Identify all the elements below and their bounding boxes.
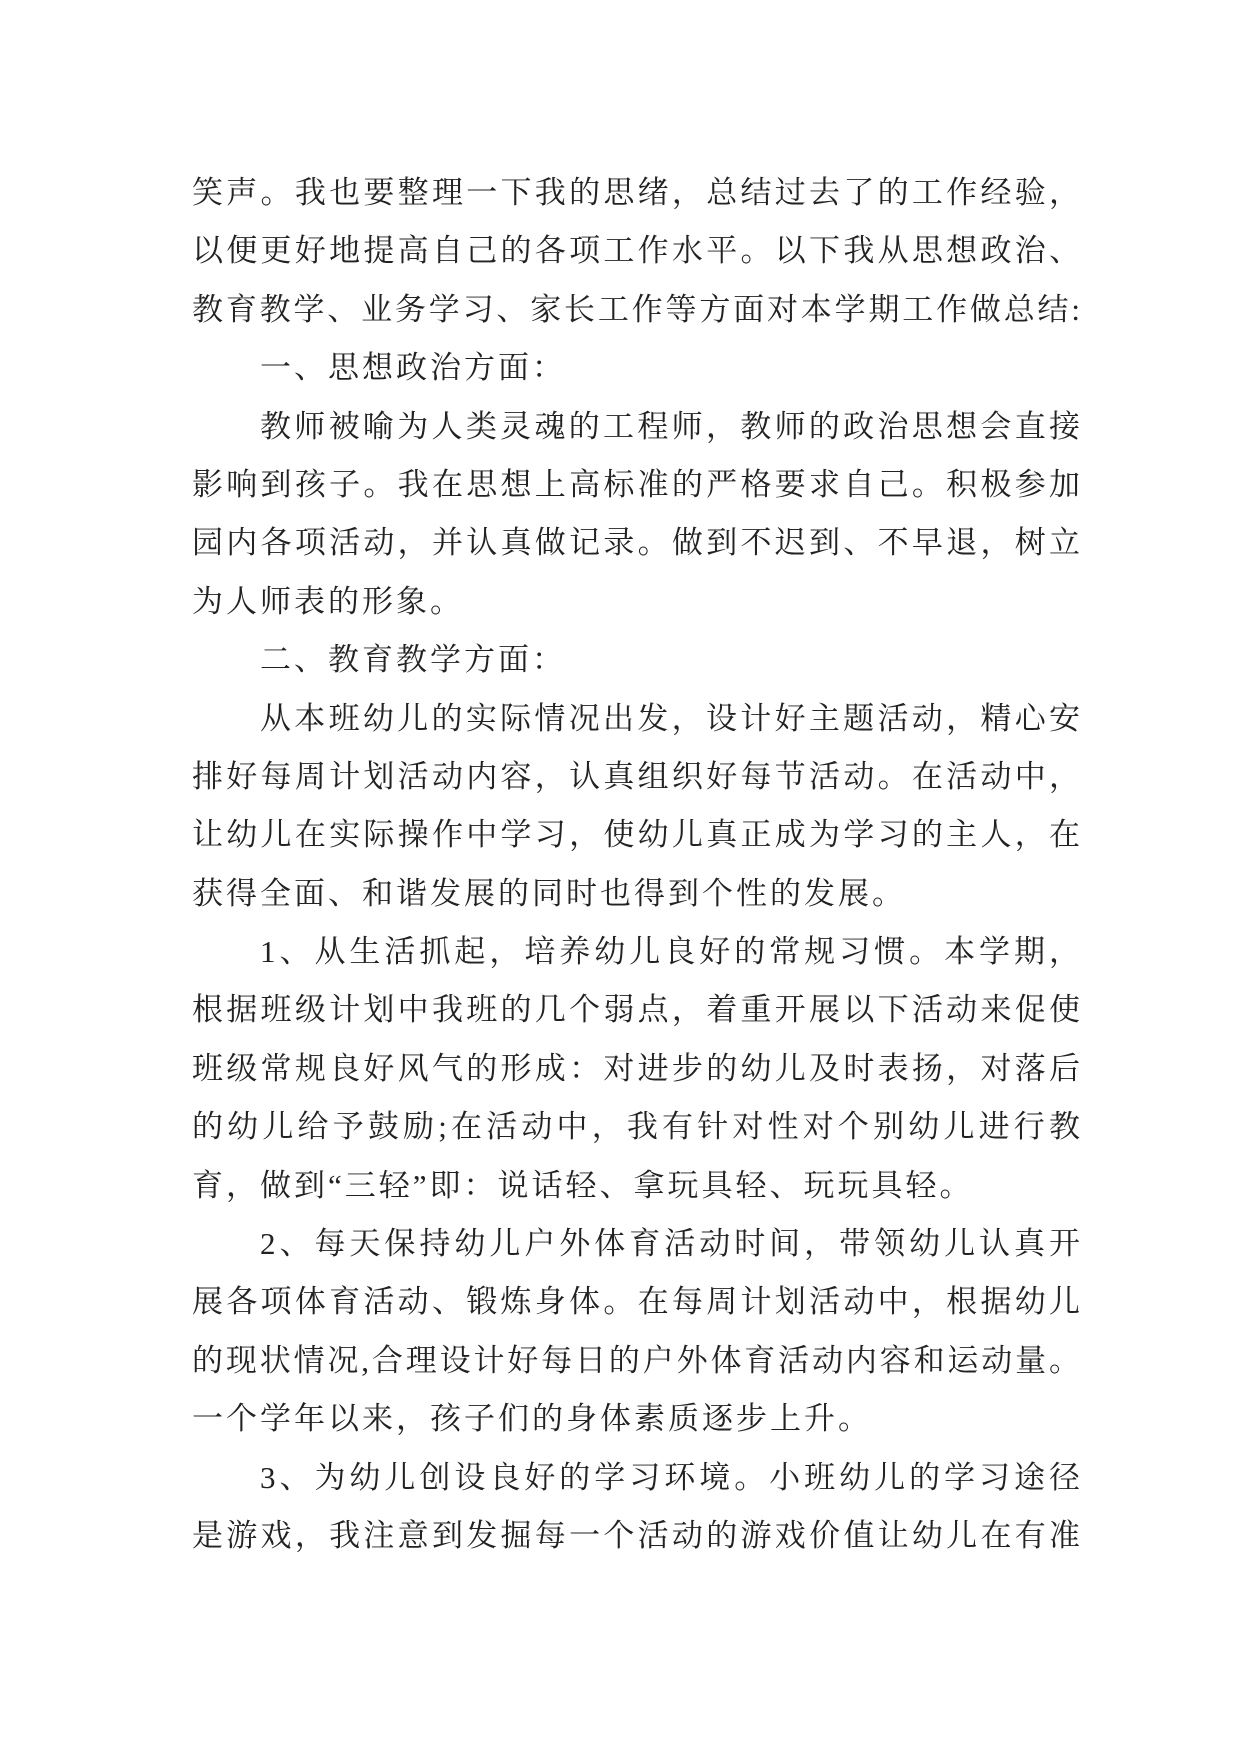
paragraph-item-1	[192, 923, 1080, 1215]
paragraph-political	[192, 398, 1080, 632]
paragraph-line: 教师被喻为人类灵魂的工程师，教师的政治思想会直接	[260, 408, 1080, 444]
paragraph-line: 2、每天保持幼儿户外体育活动时间，带领幼儿认真开	[260, 1226, 1080, 1262]
paragraph-line: 获得全面、和谐发展的同时也得到个性的发展。	[192, 875, 906, 911]
paragraph-line: 的现状情况,合理设计好每日的户外体育活动内容和运动量。	[192, 1342, 1080, 1378]
paragraph-line: 教育教学、业务学习、家长工作等方面对本学期工作做总结:	[192, 291, 1080, 327]
section-heading: 二、教育教学方面：	[260, 642, 566, 678]
paragraph-line: 为人师表的形象。	[192, 583, 464, 619]
paragraph-line: 笑声。我也要整理一下我的思绪，总结过去了的工作经验，	[192, 175, 1080, 210]
paragraph-item-3	[192, 1449, 1080, 1566]
paragraph-line: 育，做到“三轻”即：说话轻、拿玩具轻、玩玩具轻。	[192, 1167, 974, 1203]
paragraph-line: 3、为幼儿创设良好的学习环境。小班幼儿的学习途径	[260, 1459, 1080, 1495]
paragraph-line: 1、从生活抓起，培养幼儿良好的常规习惯。本学期，	[260, 934, 1080, 970]
paragraph-line: 从本班幼儿的实际情况出发，设计好主题活动，精心安	[260, 700, 1080, 736]
paragraph-intro-continued	[192, 164, 1080, 339]
paragraph-line: 以便更好地提高自己的各项工作水平。以下我从思想政治、	[192, 233, 1080, 269]
paragraph-line: 班级常规良好风气的形成：对进步的幼儿及时表扬，对落后	[192, 1050, 1080, 1086]
paragraph-teaching-intro	[192, 690, 1080, 924]
paragraph-line: 是游戏，我注意到发掘每一个活动的游戏价值让幼儿在有准	[192, 1517, 1080, 1553]
section-heading: 一、思想政治方面：	[260, 350, 566, 386]
paragraph-line: 园内各项活动，并认真做记录。做到不迟到、不早退，树立	[192, 525, 1080, 561]
paragraph-line: 根据班级计划中我班的几个弱点，着重开展以下活动来促使	[192, 992, 1080, 1028]
paragraph-line: 影响到孩子。我在思想上高标准的严格要求自己。积极参加	[192, 466, 1080, 502]
paragraph-line: 一个学年以来，孩子们的身体素质逐步上升。	[192, 1401, 872, 1437]
paragraph-line: 让幼儿在实际操作中学习，使幼儿真正成为学习的主人，在	[192, 817, 1080, 853]
document-body	[192, 164, 1080, 1565]
section-heading-teaching	[192, 631, 1080, 689]
paragraph-line: 的幼儿给予鼓励;在活动中，我有针对性对个别幼儿进行教	[192, 1109, 1080, 1145]
paragraph-line: 排好每周计划活动内容，认真组织好每节活动。在活动中，	[192, 758, 1080, 794]
section-heading-political	[192, 339, 1080, 397]
paragraph-line: 展各项体育活动、锻炼身体。在每周计划活动中，根据幼儿	[192, 1284, 1080, 1320]
paragraph-item-2	[192, 1215, 1080, 1449]
